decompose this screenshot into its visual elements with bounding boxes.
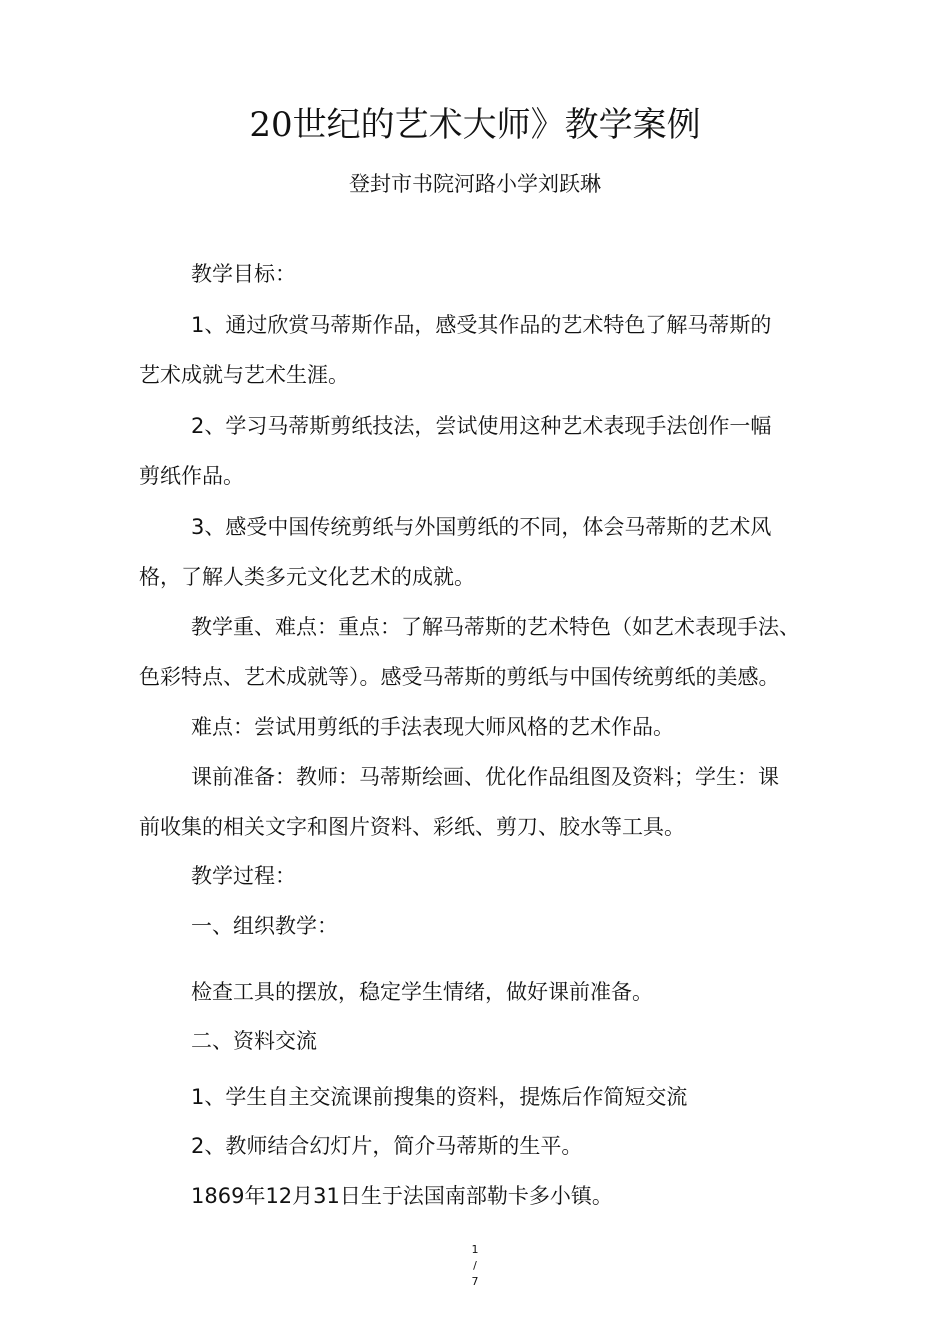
paragraph-line: 格，了解人类多元文化艺术的成就。 [139, 565, 475, 589]
paragraph-line: 检查工具的摆放，稳定学生情绪，做好课前准备。 [191, 980, 653, 1004]
paragraph-line: 课前准备：教师：马蒂斯绘画、优化作品组图及资料；学生：课 [191, 765, 779, 789]
paragraph-line: 2、学习马蒂斯剪纸技法，尝试使用这种艺术表现手法创作一幅 [191, 414, 772, 438]
section-heading-process: 教学过程： [191, 864, 296, 888]
section-heading-objectives: 教学目标： [191, 262, 296, 286]
paragraph-line: 教学重、难点：重点：了解马蒂斯的艺术特色（如艺术表现手法、 [191, 615, 800, 639]
page-number-separator: / [473, 1259, 477, 1272]
document-title: 20世纪的艺术大师》教学案例 [249, 105, 701, 145]
paragraph-line: 难点：尝试用剪纸的手法表现大师风格的艺术作品。 [191, 715, 674, 739]
paragraph-line: 色彩特点、艺术成就等）。感受马蒂斯的剪纸与中国传统剪纸的美感。 [139, 665, 780, 689]
paragraph-line: 1869年12月31日生于法国南部勒卡多小镇。 [191, 1184, 613, 1208]
paragraph-line: 艺术成就与艺术生涯。 [139, 363, 349, 387]
paragraph-line: 3、感受中国传统剪纸与外国剪纸的不同，体会马蒂斯的艺术风 [191, 515, 772, 539]
document-author: 登封市书院河路小学刘跃琳 [349, 172, 601, 196]
section-heading: 一、组织教学： [191, 914, 338, 938]
paragraph-line: 前收集的相关文字和图片资料、彩纸、剪刀、胶水等工具。 [139, 815, 685, 839]
page-number-current: 1 [471, 1243, 479, 1256]
paragraph-line: 剪纸作品。 [139, 464, 244, 488]
paragraph-line: 2、教师结合幻灯片，简介马蒂斯的生平。 [191, 1134, 583, 1158]
paragraph-line: 1、通过欣赏马蒂斯作品，感受其作品的艺术特色了解马蒂斯的 [191, 313, 772, 337]
paragraph-line: 1、学生自主交流课前搜集的资料，提炼后作简短交流 [191, 1085, 688, 1109]
page-number-total: 7 [471, 1275, 479, 1288]
section-heading: 二、资料交流 [191, 1029, 317, 1053]
